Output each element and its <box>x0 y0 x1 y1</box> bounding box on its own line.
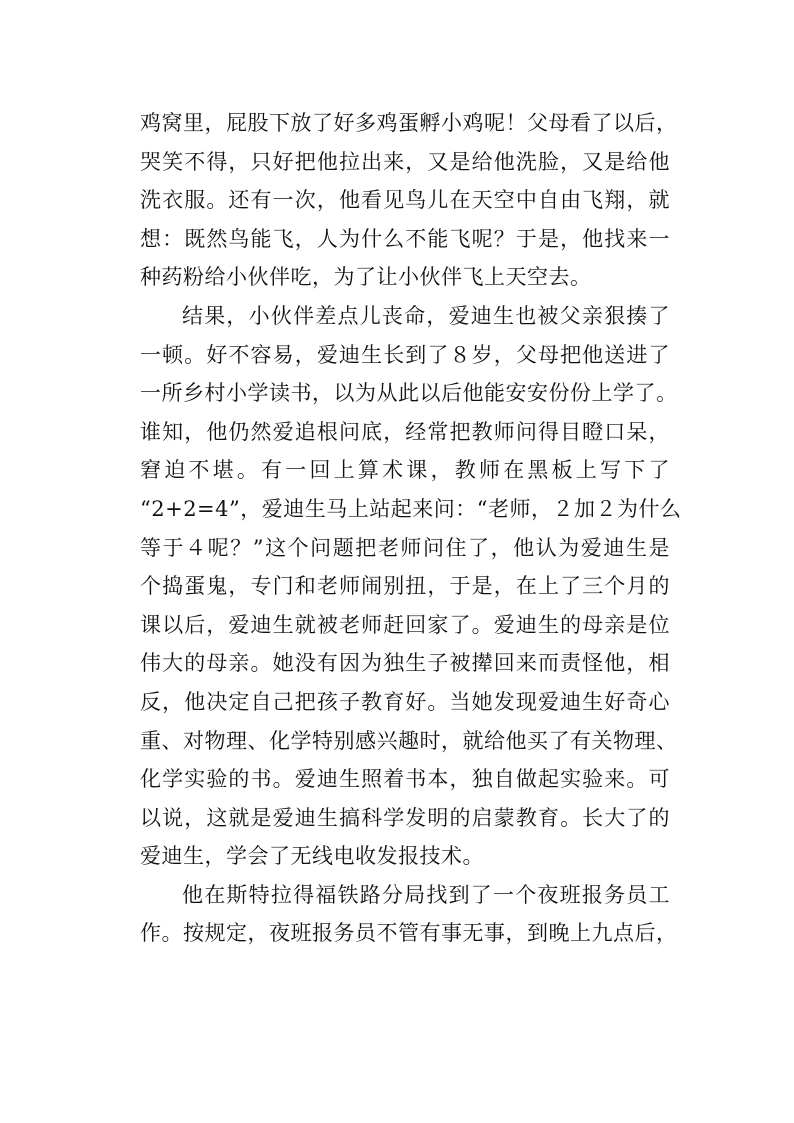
text-line: 洗衣服。还有一次，他看见鸟儿在天空中自由飞翔，就 <box>140 188 670 213</box>
text-line: 化学实验的书。爱迪生照着书本，独自做起实验来。可 <box>140 767 670 792</box>
body-text <box>140 104 682 953</box>
text-line: 伟大的母亲。她没有因为独生子被撵回来而责怪他，相 <box>140 651 670 676</box>
text-line: 等于４呢？”这个问题把老师问住了，他认为爱迪生是 <box>140 535 670 560</box>
text-line: 哭笑不得，只好把他拉出来，又是给他洗脸，又是给他 <box>140 149 670 174</box>
text-line: 作。按规定，夜班报务员不管有事无事，到晚上九点后， <box>140 921 678 946</box>
text-line: 窘迫不堪。有一回上算术课，教师在黑板上写下了 <box>140 458 670 483</box>
paragraph-end-line: 种药粉给小伙伴吃，为了让小伙伴飞上天空去。 <box>140 265 592 290</box>
paragraph-first-line: 结果，小伙伴差点儿丧命，爱迪生也被父亲狠揍了 <box>182 303 670 328</box>
paragraph-end-line: 爱迪生，学会了无线电收发报技术。 <box>140 844 484 869</box>
text-line: 重、对物理、化学特别感兴趣时，就给他买了有关物理、 <box>140 728 678 753</box>
text-line: 想：既然鸟能飞，人为什么不能飞呢？于是，他找来一 <box>140 226 670 251</box>
paragraph-first-line: 他在斯特拉得福铁路分局找到了一个夜班报务员工 <box>182 882 670 907</box>
text-line: 一顿。好不容易，爱迪生长到了８岁，父母把他送进了 <box>140 342 670 367</box>
text-line: 个捣蛋鬼，专门和老师闹别扭，于是，在上了三个月的 <box>140 574 670 599</box>
text-line: 谁知，他仍然爱追根问底，经常把教师问得目瞪口呆， <box>140 419 670 444</box>
text-line: 一所乡村小学读书，以为从此以后他能安安份份上学了。 <box>140 381 678 406</box>
text-line: “2+2=4”，爱迪生马上站起来问：“老师，２加２为什么 <box>140 496 682 521</box>
text-line: 课以后，爱迪生就被老师赶回家了。爱迪生的母亲是位 <box>140 612 670 637</box>
text-line: 反，他决定自己把孩子教育好。当她发现爱迪生好奇心 <box>140 689 670 714</box>
text-line: 以说，这就是爱迪生搞科学发明的启蒙教育。长大了的 <box>140 805 670 830</box>
text-line: 鸡窝里，屁股下放了好多鸡蛋孵小鸡呢！父母看了以后， <box>140 111 678 135</box>
